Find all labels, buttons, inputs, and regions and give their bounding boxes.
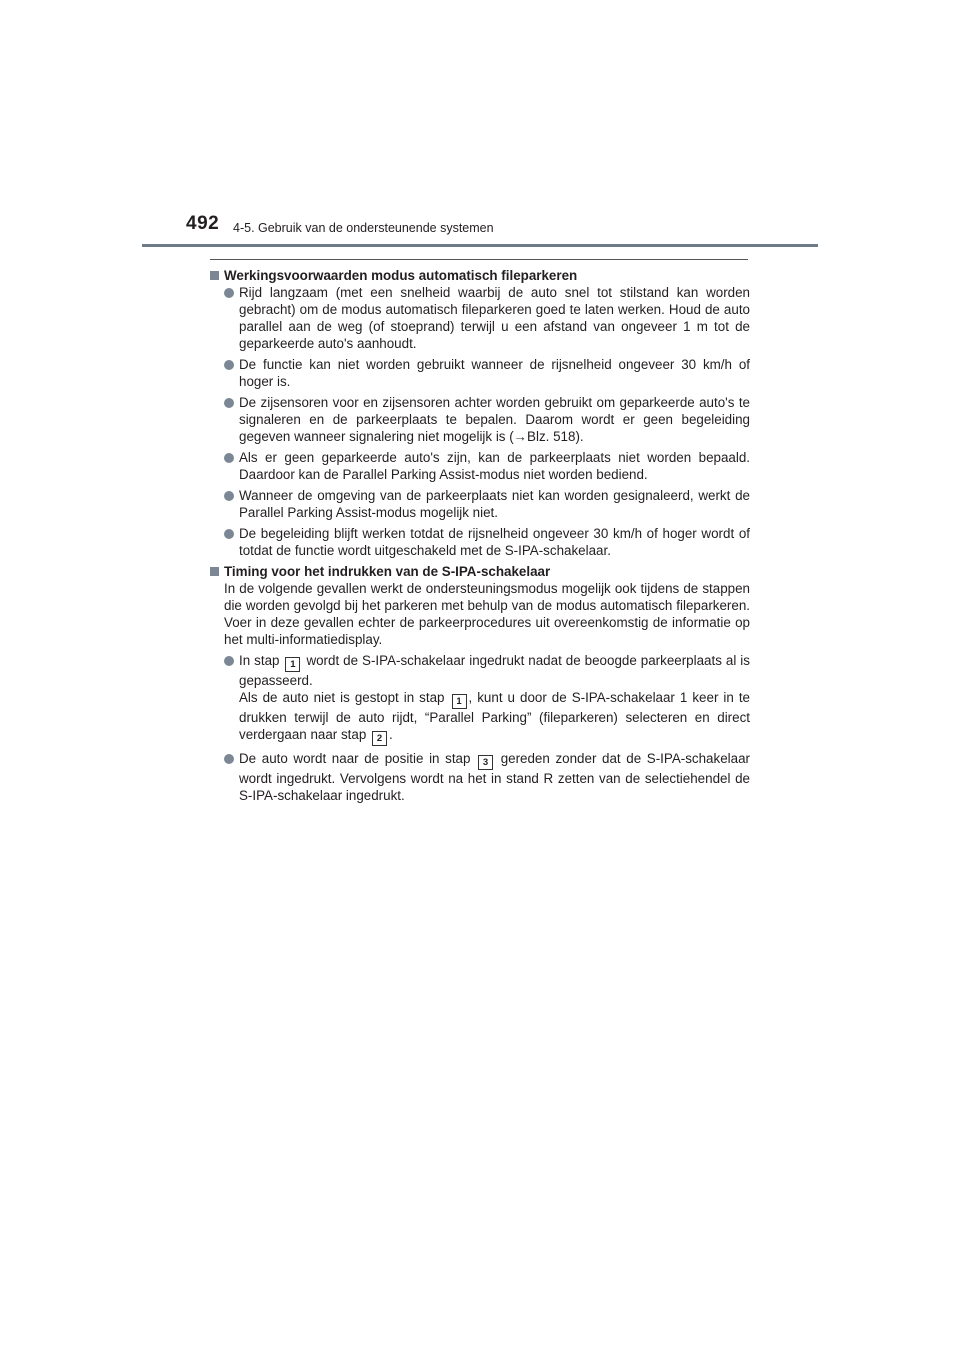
list-item: Als er geen geparkeerde auto's zijn, kan de parkeerplaats niet worden bepaald. Daardoor kan de Parallel Parking Assist-modus niet worden bediend. <box>210 449 750 483</box>
step-number-icon: 1 <box>285 657 300 672</box>
circle-bullet-icon <box>224 453 234 463</box>
list-item: Wanneer de omgeving van de parkeerplaats niet kan worden gesignaleerd, werkt de Parallel Parking Assist-modus mogelijk niet. <box>210 487 750 521</box>
circle-bullet-icon <box>224 529 234 539</box>
list-item: De auto wordt naar de positie in stap 3 gereden zonder dat de S-IPA-schakelaar wordt ingedrukt. Vervolgens wordt na het in stand R zetten van de selectiehendel de S-IPA-schakelaar ingedrukt. <box>210 750 750 804</box>
list-item: De zijsensoren voor en zijsensoren achter worden gebruikt om geparkeerde auto's te signaleren en de parkeerplaats te bepalen. Daarom wordt er geen begeleiding gegeven wanneer signalering niet mogelijk is (→Blz. 518). <box>210 394 750 445</box>
step-number-icon: 3 <box>478 755 493 770</box>
page-number: 492 <box>186 213 220 234</box>
list-item: Rijd langzaam (met een snelheid waarbij de auto snel tot stilstand kan worden gebracht) om de modus automatisch fileparkeren goed te laten werken. Houd de auto parallel aan de weg (of stoeprand) terwijl u een afstand van ongeveer 1 m tot de geparkeerde auto's aanhoudt. <box>210 284 750 352</box>
square-bullet-icon <box>210 567 219 576</box>
list-item: In stap 1 wordt de S-IPA-schakelaar ingedrukt nadat de beoogde parkeerplaats al is gepasseerd. Als de auto niet is gestopt in stap 1 , kunt u door de S-IPA-schakelaar 1 keer in te drukken terwijl de auto rijdt, “Parallel Parking” (fileparkeren) selecteren en direct verdergaan naar stap 2 . <box>210 652 750 746</box>
square-bullet-icon <box>210 271 219 280</box>
step-number-icon: 1 <box>452 694 467 709</box>
circle-bullet-icon <box>224 360 234 370</box>
section-heading: Timing voor het indrukken van de S-IPA-schakelaar <box>210 563 750 580</box>
section-heading: Werkingsvoorwaarden modus automatisch fileparkeren <box>210 267 750 284</box>
section-divider <box>210 259 748 260</box>
step-number-icon: 2 <box>372 731 387 746</box>
list-item: De begeleiding blijft werken totdat de rijsnelheid ongeveer 30 km/h of hoger wordt of totdat de functie wordt uitgeschakeld met de S-IPA-schakelaar. <box>210 525 750 559</box>
list-item: De functie kan niet worden gebruikt wanneer de rijsnelheid ongeveer 30 km/h of hoger is. <box>210 356 750 390</box>
page-content <box>210 267 750 808</box>
header-rule <box>142 244 818 247</box>
circle-bullet-icon <box>224 754 234 764</box>
section-intro: In de volgende gevallen werkt de ondersteuningsmodus mogelijk ook tijdens de stappen die worden gevolgd bij het parkeren met behulp van de modus automatisch fileparkeren. Voer in deze gevallen echter de parkeerprocedures uit overeenkomstig de informatie op het multi-informatiedisplay. <box>224 581 750 647</box>
circle-bullet-icon <box>224 491 234 501</box>
chapter-title: 4-5. Gebruik van de ondersteunende systemen <box>233 221 494 235</box>
circle-bullet-icon <box>224 288 234 298</box>
circle-bullet-icon <box>224 656 234 666</box>
circle-bullet-icon <box>224 398 234 408</box>
